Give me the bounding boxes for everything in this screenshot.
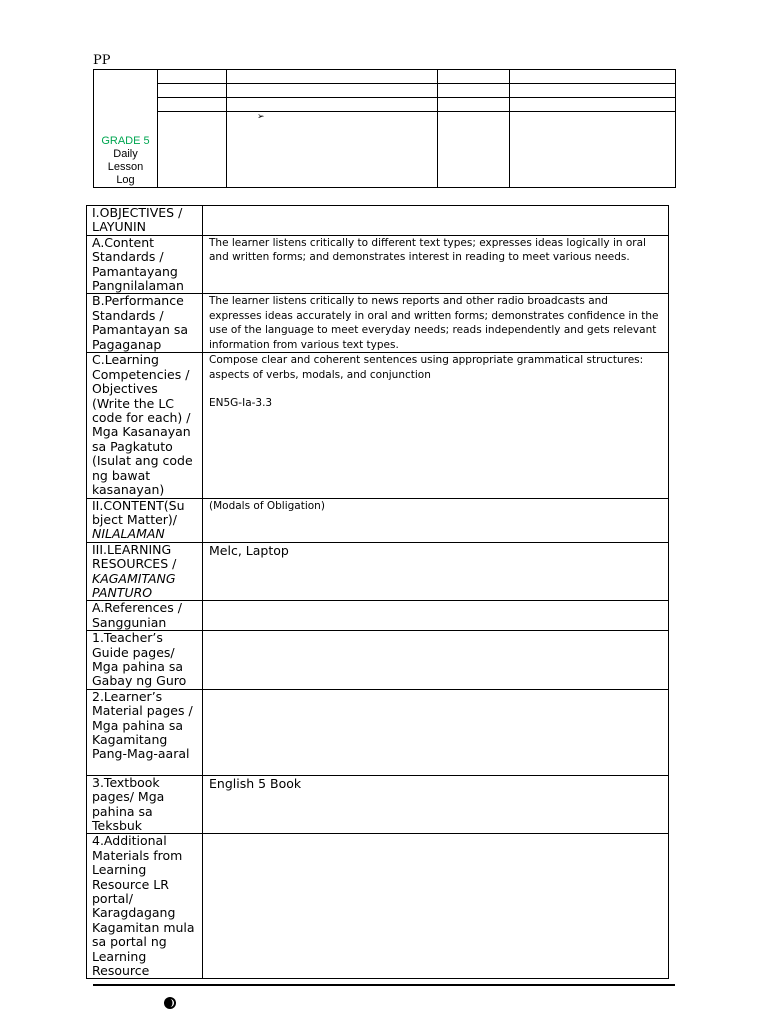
header-cell bbox=[158, 84, 227, 98]
table-row bbox=[87, 834, 669, 979]
row-label-references: A.References / Sanggunian bbox=[87, 601, 203, 631]
row-label-content bbox=[87, 498, 203, 542]
row-value-teachers-guide bbox=[203, 631, 669, 690]
row-value-references bbox=[203, 601, 669, 631]
table-row bbox=[87, 631, 669, 690]
header-cell bbox=[510, 70, 676, 84]
header-cell bbox=[158, 98, 227, 112]
row-label-teachers-guide: 1.Teacher’s Guide pages/ Mga pahina sa Gabay ng Guro bbox=[87, 631, 203, 690]
table-row bbox=[87, 601, 669, 631]
header-cell bbox=[510, 112, 676, 188]
log-line-lesson: Lesson bbox=[107, 161, 144, 173]
table-row bbox=[87, 353, 669, 498]
table-row bbox=[87, 206, 669, 236]
content-label-main: II.CONTENT(Su bject Matter)/ bbox=[92, 497, 185, 527]
row-label-content-standards: A.Content Standards / Pamantayang Pangnilalaman bbox=[87, 235, 203, 294]
table-row bbox=[87, 498, 669, 542]
resources-label-italic: KAGAMITANG PANTURO bbox=[92, 570, 176, 600]
row-label-learning-resources bbox=[87, 542, 203, 601]
header-cell bbox=[438, 84, 510, 98]
header-cell bbox=[510, 84, 676, 98]
header-cell bbox=[438, 112, 510, 188]
document-code: PP bbox=[93, 53, 111, 68]
row-value-performance-standards: The learner listens critically to news reports and other radio broadcasts and expresses ideas accurately in oral and written forms; demonstrates confidence in the use of the language to meet everyday needs; reads independently and gets relevant information from various text types. bbox=[203, 294, 669, 353]
row-label-learning-competencies: C.Learning Competencies / Objectives (Write the LC code for each) / Mga Kasanayan sa Pagkatuto (Isulat ang code ng bawat kasanayan) bbox=[87, 353, 203, 498]
header-cell bbox=[227, 112, 438, 188]
log-line-log: Log bbox=[116, 174, 135, 186]
row-value-learners-material bbox=[203, 689, 669, 775]
header-cell bbox=[227, 98, 438, 112]
table-row bbox=[87, 294, 669, 353]
table-row bbox=[87, 235, 669, 294]
log-line-daily: Daily bbox=[113, 148, 138, 160]
table-row bbox=[87, 542, 669, 601]
header-cell bbox=[227, 70, 438, 84]
row-label-objectives: I.OBJECTIVES / LAYUNIN bbox=[87, 206, 203, 236]
arrow-bullet-icon: ➢ bbox=[257, 112, 265, 122]
header-table bbox=[93, 69, 676, 188]
footer-divider bbox=[93, 984, 675, 986]
lesson-log-table bbox=[86, 205, 669, 979]
header-cell bbox=[158, 112, 227, 188]
row-value-learning-resources: Melc, Laptop bbox=[203, 542, 669, 601]
competency-code: EN5G-Ia-3.3 bbox=[209, 397, 273, 410]
resources-label-main: III.LEARNING RESOURCES / bbox=[92, 541, 177, 572]
grade-log-cell bbox=[94, 70, 158, 188]
row-value-textbook: English 5 Book bbox=[203, 775, 669, 834]
row-label-learners-material: 2.Learner’s Material pages / Mga pahina sa Kagamitang Pang-Mag-aaral bbox=[87, 689, 203, 775]
footer-logo-icon bbox=[163, 996, 177, 1010]
table-row bbox=[87, 775, 669, 834]
header-cell bbox=[510, 98, 676, 112]
content-label-italic: NILALAMAN bbox=[92, 526, 165, 542]
row-value-content-standards: The learner listens critically to different text types; expresses ideas logically in oral and written forms; and demonstrates interest in reading to meet various needs. bbox=[203, 235, 669, 294]
row-label-additional-materials: 4.Additional Materials from Learning Resource LR portal/ Karagdagang Kagamitan mula sa portal ng Learning Resource bbox=[87, 834, 203, 979]
row-value-learning-competencies bbox=[203, 353, 669, 498]
grade-label: GRADE 5 bbox=[101, 135, 150, 147]
header-cell bbox=[158, 70, 227, 84]
header-cell bbox=[438, 98, 510, 112]
table-row bbox=[87, 689, 669, 775]
row-value-objectives bbox=[203, 206, 669, 236]
row-value-content: (Modals of Obligation) bbox=[203, 498, 669, 542]
row-label-performance-standards: B.Performance Standards / Pamantayan sa Pagaganap bbox=[87, 294, 203, 353]
competency-text: Compose clear and coherent sentences using appropriate grammatical structures: aspects of verbs, modals, and conjunction bbox=[209, 354, 644, 381]
row-label-textbook: 3.Textbook pages/ Mga pahina sa Teksbuk bbox=[87, 775, 203, 834]
row-value-additional-materials bbox=[203, 834, 669, 979]
header-cell bbox=[227, 84, 438, 98]
header-cell bbox=[438, 70, 510, 84]
